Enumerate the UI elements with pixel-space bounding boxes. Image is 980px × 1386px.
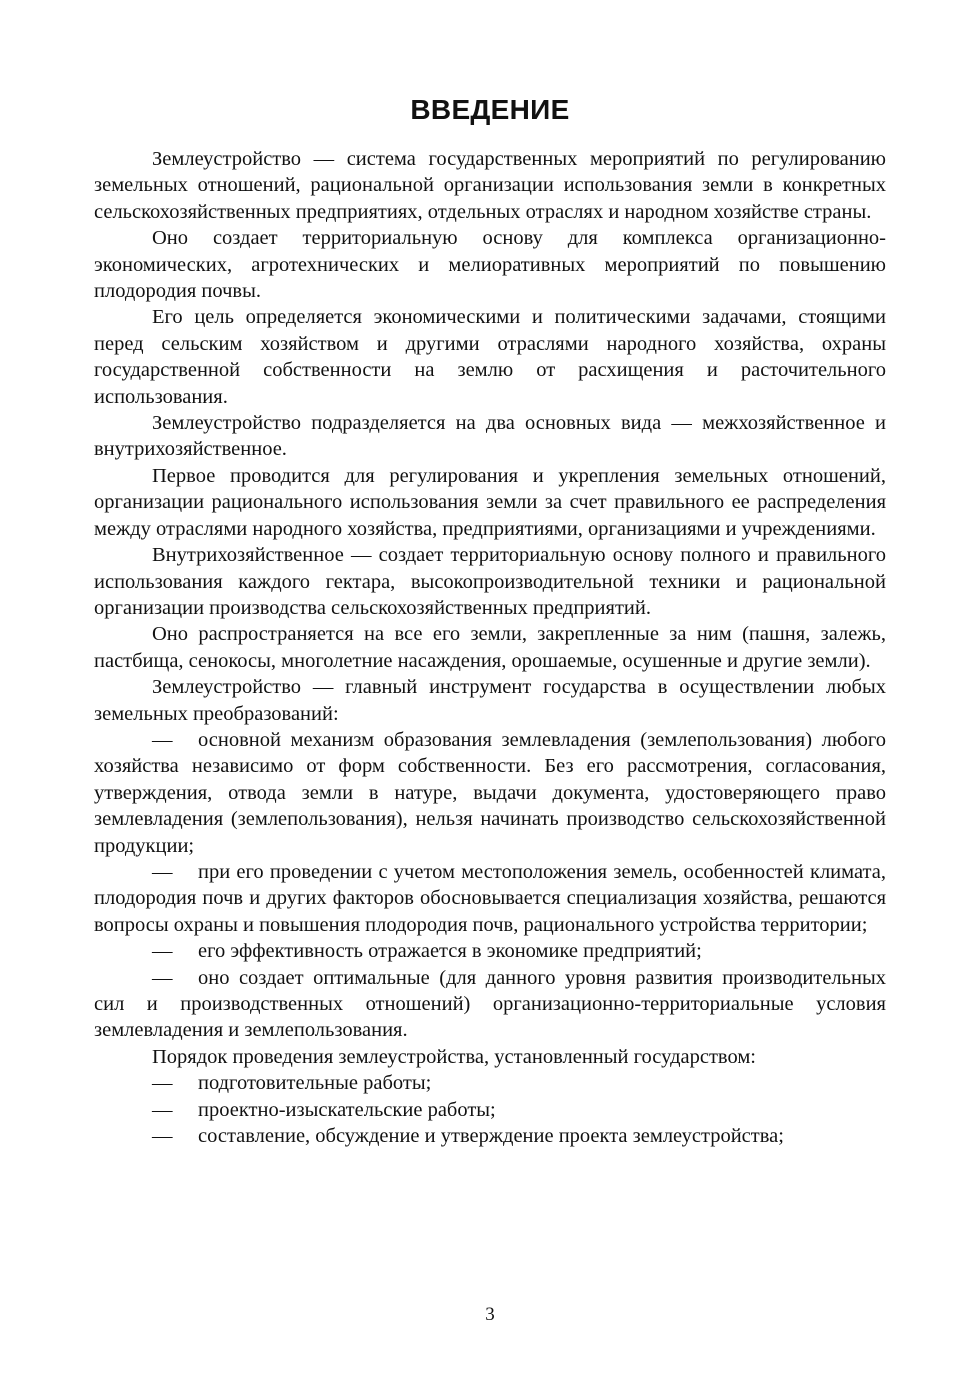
- paragraph: Оно создает территориальную основу для комплекса организационно-экономических, агротехнических и мелиоративных мероприятий по повышению плодородия почвы.: [94, 227, 886, 303]
- paragraph: Первое проводится для регулирования и укрепления земельных отношений, организации рационального использования земли за счет правильного ее распределения между отраслями народного хозяйства, предприятиями, организациями и учреждениями.: [94, 464, 886, 540]
- list-item: [94, 965, 886, 1044]
- list-item: [94, 1123, 886, 1149]
- list-item-text: его эффективность отражается в экономике предприятий;: [198, 940, 702, 963]
- paragraph: Землеустройство — система государственных мероприятий по регулированию земельных отношений, рациональной организации использования земли в конкретных сельскохозяйственных предприятиях, отдельных отраслях и народном хозяйстве страны.: [94, 148, 886, 223]
- list-item-text: основной механизм образования землевладения (землепользования) любого хозяйства независимо от форм собственности. Без его рассмотрения, согласования, утверждения, отвода земли в натуре, выдачи документа, удостоверяющего право землевладения (землепользования), нельзя начинать производство сельскохозяйственной продукции;: [94, 728, 886, 857]
- paragraph: Землеустройство подразделяется на два основных вида — межхозяйственное и внутрихозяйственное.: [94, 412, 886, 461]
- page-title: ВВЕДЕНИЕ: [410, 94, 570, 125]
- paragraph: Порядок проведения землеустройства, установленный государством:: [152, 1045, 756, 1068]
- dash-marker: —: [152, 1072, 173, 1095]
- list-item: [94, 727, 886, 859]
- list-item: [94, 1097, 886, 1123]
- page-number: 3: [485, 1304, 495, 1325]
- dash-marker: —: [152, 1125, 173, 1148]
- dash-marker: —: [152, 1098, 173, 1121]
- dash-marker: —: [152, 860, 173, 883]
- list-item-text: при его проведении с учетом местоположения земель, особенностей климата, плодородия почв и других факторов обосновывается специализация хозяйства, решаются вопросы охраны и повышения плодородия почв, рационального устройства территории;: [94, 860, 886, 936]
- paragraph: Оно распространяется на все его земли, закрепленные за ним (пашня, залежь, пастбища, сенокосы, многолетние насаждения, орошаемые, осушенные и другие земли).: [94, 623, 886, 672]
- paragraph: Землеустройство — главный инструмент государства в осуществлении любых земельных преобразований:: [94, 676, 886, 725]
- list-item: [94, 938, 886, 964]
- list-item-text: проектно-изыскательские работы;: [198, 1098, 496, 1121]
- dash-marker: —: [152, 940, 173, 963]
- paragraph: Внутрихозяйственное — создает территориальную основу полного и правильного использования каждого гектара, высокопроизводительной техники и рациональной организации производства сельскохозяйственных предприятий.: [94, 544, 886, 619]
- document-page: [94, 90, 886, 1149]
- list-item-text: подготовительные работы;: [198, 1072, 432, 1095]
- paragraph: Его цель определяется экономическими и политическими задачами, стоящими перед сельским хозяйством и другими отраслями народного хозяйства, охраны государственной собственности на землю от расхищения и расточительного использования.: [94, 306, 886, 408]
- list-item-text: оно создает оптимальные (для данного уровня развития производительных сил и производственных отношений) организационно-территориальные условия землевладения и землепользования.: [94, 966, 886, 1042]
- list-item: [94, 859, 886, 938]
- dash-marker: —: [152, 728, 173, 751]
- list-item: [94, 1070, 886, 1096]
- dash-marker: —: [152, 966, 173, 989]
- list-item-text: составление, обсуждение и утверждение проекта землеустройства;: [198, 1125, 784, 1148]
